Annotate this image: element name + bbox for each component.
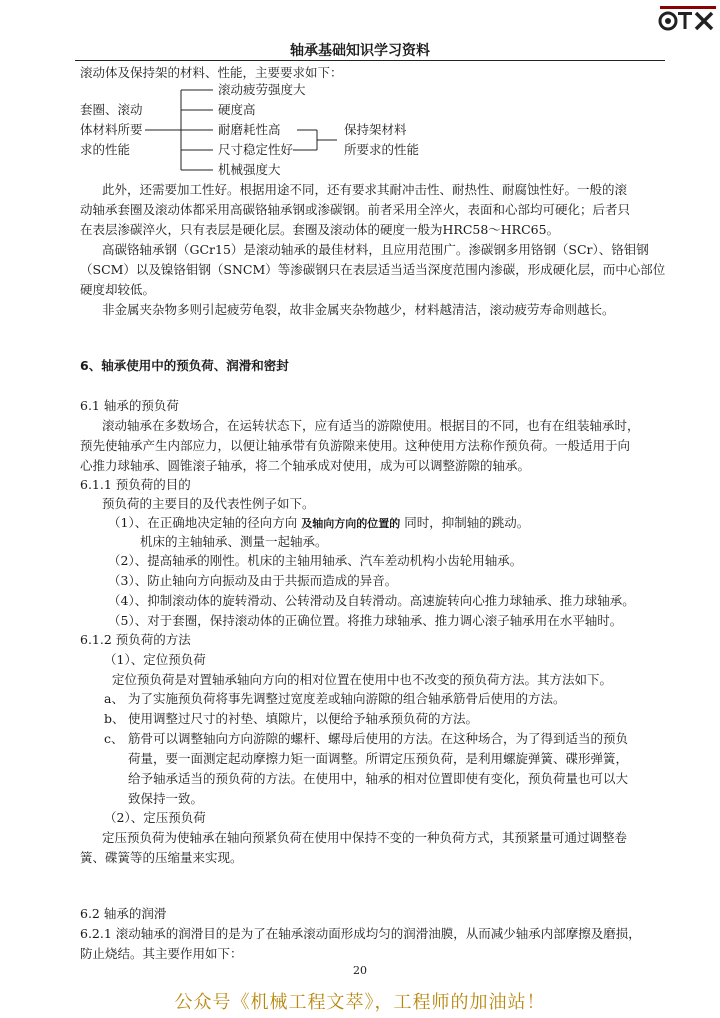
right-label-line1: 保持架材料	[344, 122, 407, 137]
item3: （3）、防止轴向方向振动及由于共振而造成的异音。	[108, 573, 398, 588]
s621-line2: 防止烧结。其主要作用如下：	[80, 946, 243, 961]
b-mark: b、	[104, 711, 125, 726]
c-mark: c、	[104, 731, 124, 746]
s611-title: 6.1.1 预负荷的目的	[80, 477, 191, 492]
a-text: 为了实施预负荷将事先调整过宽度差或轴向游隙的组合轴承筋骨后使用的方法。	[128, 691, 566, 706]
item1-post: 同时，抑制轴的跳动。	[404, 515, 530, 530]
b-text: 使用调整过尺寸的衬垫、填隙片，以便给予轴承预负荷的方法。	[128, 711, 479, 726]
press-preload-title: （2）、定压预负荷	[104, 810, 206, 825]
para2-line3: 硬度却较低。	[80, 282, 156, 297]
press-preload-line1: 定压预负荷为使轴承在轴向预紧负荷在使用中保持不变的一种负荷方式，其预紧量可通过调整卷	[102, 830, 628, 845]
item1-bold: 及轴向方向的位置的	[301, 517, 401, 530]
s61-para-line1: 滚动轴承在多数场合，在运转状态下，应有适当的游隙使用。根据目的不同，也有在组装轴承时，	[102, 418, 640, 433]
para2-line1: 高碳铬轴承钢（GCr15）是滚动轴承的最佳材料，且应用范围广。渗碳钢多用铬钢（SCr）、铬钼钢	[102, 242, 649, 257]
left-label-line2: 体材料所要	[80, 122, 143, 137]
right-label-line2: 所要求的性能	[344, 142, 420, 157]
bearing-logo-icon	[658, 4, 718, 34]
item1-pre: （1）、在正确地决定轴的径向方向	[108, 515, 298, 530]
page-number: 20	[353, 964, 367, 977]
property-1: 滚动疲劳强度大	[218, 82, 306, 97]
para2-line2: （SCM）以及镍铬钼钢（SNCM）等渗碳钢只在表层适当适当深度范围内渗碳，形成硬化层，而中心部位	[80, 262, 666, 277]
s61-title: 6.1 轴承的预负荷	[80, 398, 179, 413]
section6-heading: 6、轴承使用中的预负荷、润滑和密封	[80, 358, 289, 373]
para1-line2: 动轴承套圈及滚动体都采用高碳铬轴承钢或渗碳钢。前者采用全淬火，表面和心部均可硬化；后者只	[80, 202, 631, 217]
para1-line1: 此外，还需要加工性好。根据用途不同，还有要求其耐冲击性、耐热性、耐腐蚀性好。一般的滚	[102, 182, 628, 197]
property-5: 机械强度大	[218, 162, 281, 177]
item2: （2）、提高轴承的刚性。机床的主轴用轴承、汽车差动机构小齿轮用轴承。	[108, 553, 523, 568]
c-text-line4: 致保持一致。	[128, 791, 204, 806]
s61-para-line3: 心推力球轴承、圆锥滚子轴承，将二个轴承成对使用，成为可以调整游隙的轴承。	[80, 458, 531, 473]
s612-title: 6.1.2 预负荷的方法	[80, 632, 191, 647]
left-label-line1: 套圈、滚动	[80, 102, 143, 117]
s621-line1: 6.2.1 滚动轴承的润滑目的是为了在轴承滚动面形成均匀的润滑油膜，从而减少轴承内部摩擦及磨损，	[80, 926, 641, 941]
item1-sub: 机床的主轴轴承、测量一起轴承。	[140, 534, 328, 549]
header-title: 轴承基础知识学习资料	[290, 43, 430, 59]
footer-slogan: 公众号《机械工程文萃》，工程师的加油站！	[174, 992, 546, 1013]
left-label-line3: 求的性能	[80, 142, 131, 157]
s61-para-line2: 预先使轴承产生内部应力，以便让轴承带有负游隙来使用。这种使用方法称作预负荷。一般适用于向	[80, 438, 631, 453]
s62-title: 6.2 轴承的润滑	[80, 906, 167, 921]
press-preload-line2: 簧、碟簧等的压缩量来实现。	[80, 850, 243, 865]
para1-line3: 在表层渗碳淬火，只有表层是硬化层。套圈及滚动体的硬度一般为HRC58～HRC65。	[80, 222, 560, 237]
item1	[108, 513, 529, 534]
item5: （5）、对于套圈，保持滚动体的正确位置。将推力球轴承、推力调心滚子轴承用在水平轴时。	[108, 613, 623, 628]
c-text-line2: 荷量，要一面测定起动摩擦力矩一面调整。所谓定压预负荷，是利用螺旋弹簧、碟形弹簧，	[128, 751, 629, 766]
materials-intro: 滚动体及保持架的材料、性能，主要要求如下：	[80, 65, 343, 80]
c-text-line1: 筋骨可以调整轴向方向游隙的螺杆、螺母后使用的方法。在这种场合，为了得到适当的预负	[128, 731, 629, 746]
para3: 非金属夹杂物多则引起疲劳龟裂，故非金属夹杂物越少，材料越清洁，滚动疲劳寿命则越长。	[102, 302, 615, 317]
pos-preload-title: （1）、定位预负荷	[104, 652, 206, 667]
s611-intro: 预负荷的主要目的及代表性例子如下。	[102, 496, 315, 511]
property-2: 硬度高	[218, 102, 256, 117]
property-3: 耐磨耗性高	[218, 122, 281, 137]
item4: （4）、抑制滚动体的旋转滑动、公转滑动及自转滑动。高速旋转向心推力球轴承、推力球轴承。	[108, 593, 635, 608]
header-rule	[75, 60, 665, 61]
a-mark: a、	[104, 691, 124, 706]
c-text-line3: 给予轴承适当的预负荷的方法。在使用中，轴承的相对位置即使有变化，预负荷量也可以大	[128, 771, 629, 786]
pos-preload-intro: 定位预负荷是对置轴承轴向方向的相对位置在使用中也不改变的预负荷方法。其方法如下。	[112, 672, 613, 687]
property-4: 尺寸稳定性好	[218, 142, 294, 157]
